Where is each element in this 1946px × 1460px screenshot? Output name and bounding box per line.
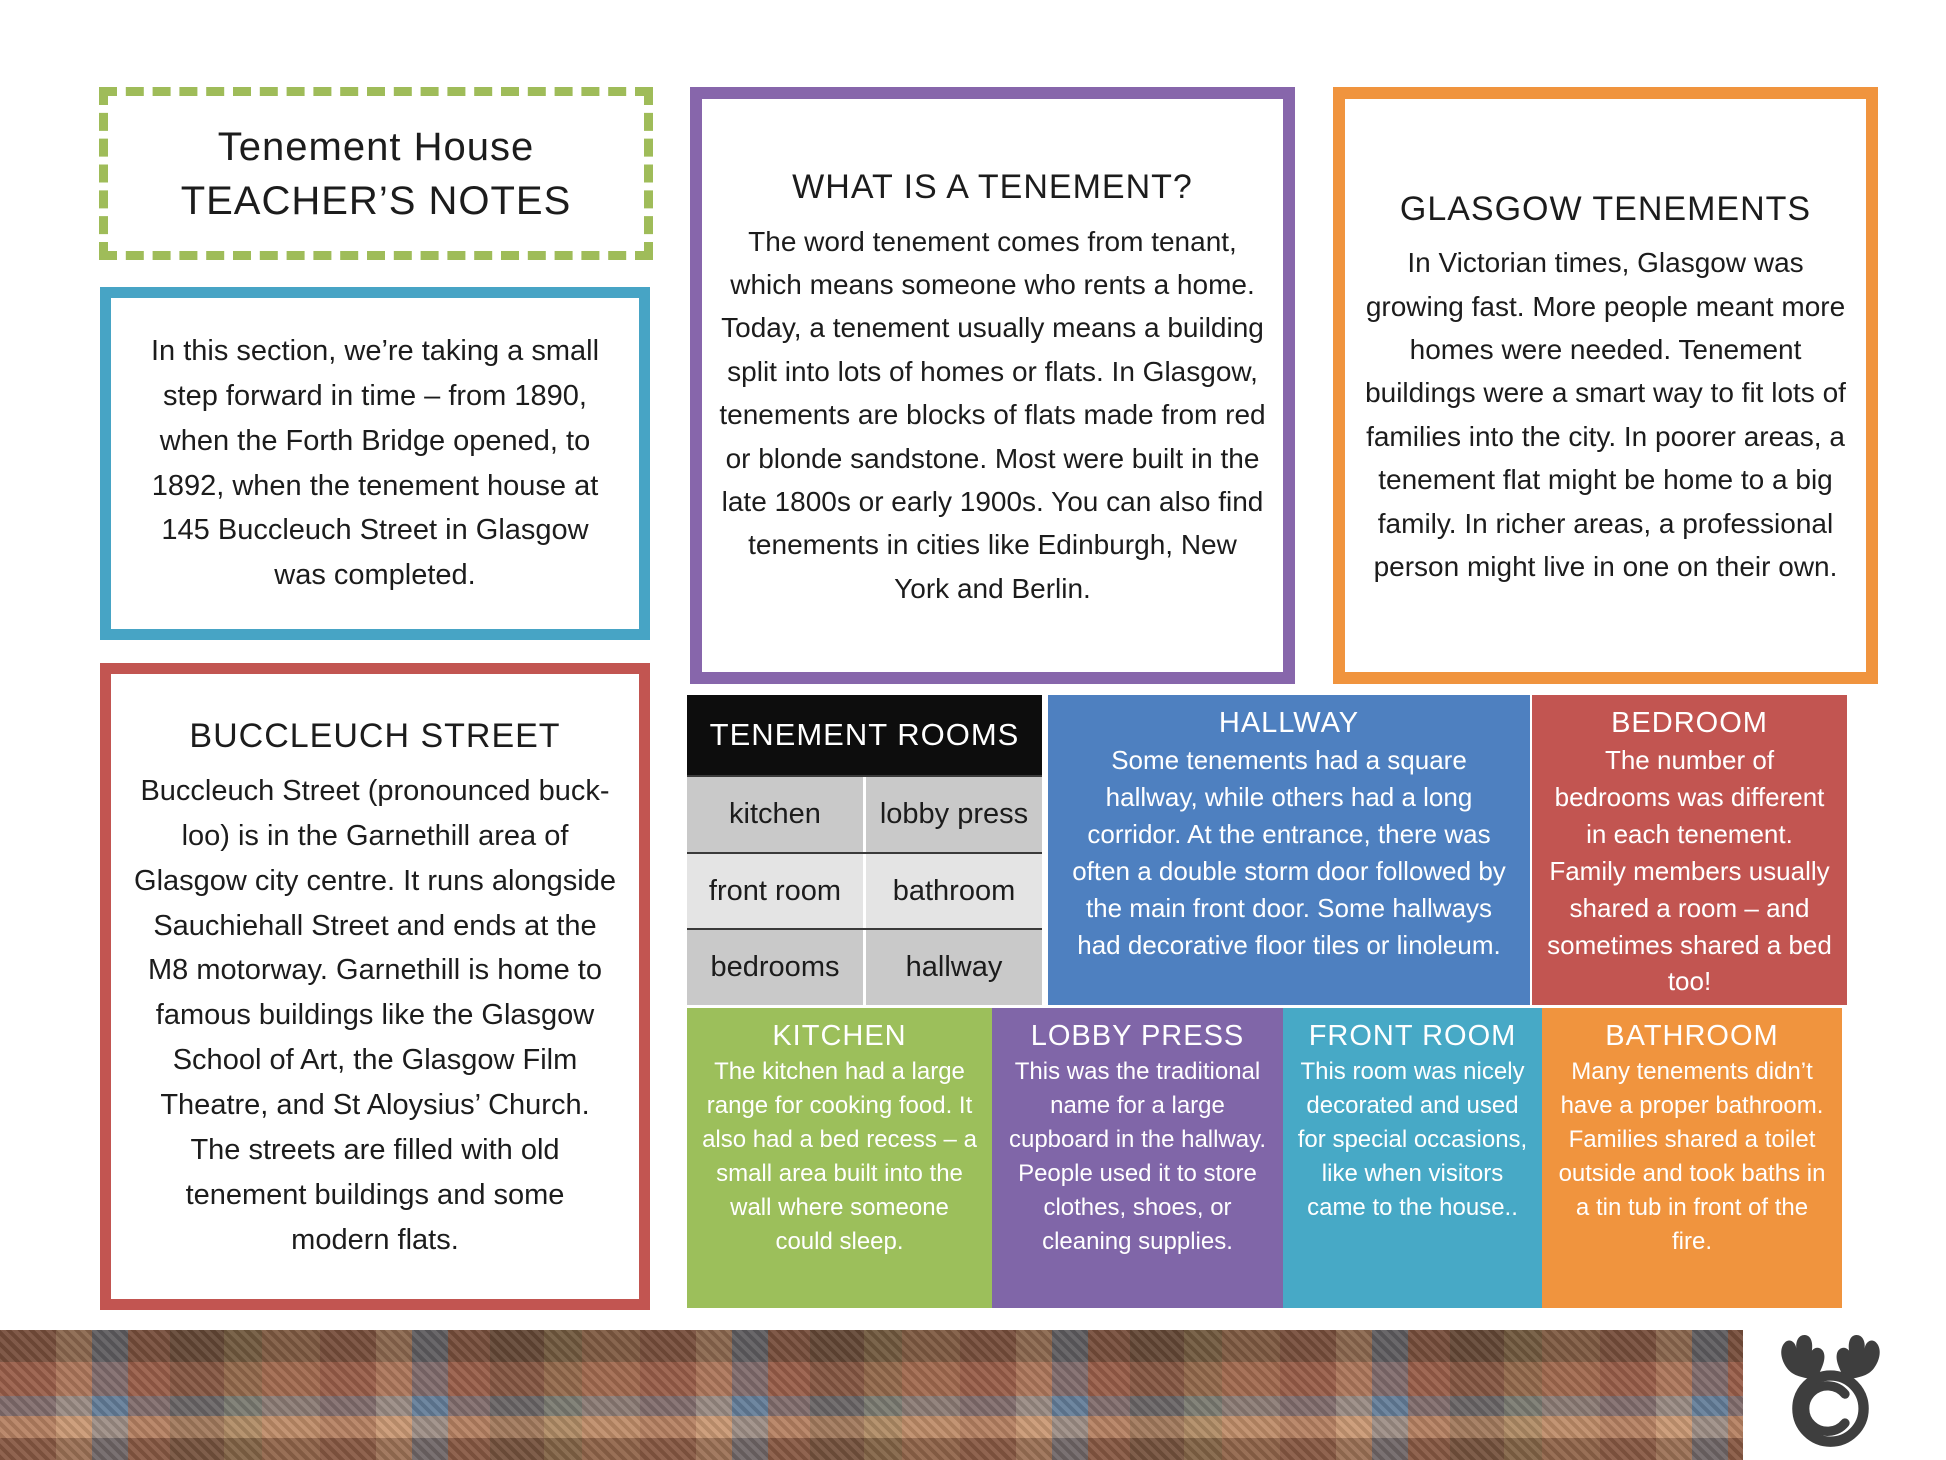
room-cell-front-room: front room <box>687 854 863 929</box>
kitchen-card <box>687 1008 992 1308</box>
lobby-press-card-title: LOBBY PRESS <box>1030 1020 1245 1052</box>
page-title-line1: Tenement House <box>217 124 535 169</box>
room-cell-bedrooms: bedrooms <box>687 930 863 1005</box>
tenement-rooms-table <box>687 695 1042 1005</box>
table-row <box>687 928 1042 1005</box>
intro-text: In this section, we’re taking a small step forward in time – from 1890, when the Forth Bridge opened, to 1892, when the tenement house at 145 Buccleuch Street in Glasgow was completed. <box>150 334 600 592</box>
tenement-rooms-table-header: TENEMENT ROOMS <box>687 695 1042 775</box>
buccleuch-street-text: Buccleuch Street (pronounced buck-loo) is in the Garnethill area of Glasgow city centre. It runs alongside Sauchiehall Street and ends at the M8 motorway. Garnethill is home to famous buildings like the Glasgow School of Art, the Glasgow Film Theatre, and St Aloysius’ Church. The streets are filled with old tenement buildings and some modern flats. <box>134 774 616 1257</box>
moose-copyright-icon <box>1758 1330 1903 1452</box>
intro-box <box>100 287 650 640</box>
table-row <box>687 852 1042 929</box>
moose-logo <box>1758 1330 1903 1452</box>
bedroom-card <box>1532 695 1847 1005</box>
lobby-press-card-text: This was the traditional name for a large cupboard in the hallway. People used it to store clothes, shoes, or cleaning supplies. <box>1008 1058 1267 1256</box>
room-cell-bathroom: bathroom <box>863 854 1042 929</box>
front-room-card-text: This room was nicely decorated and used for special occasions, like when visitors came to the house.. <box>1297 1058 1528 1222</box>
front-room-card <box>1283 1008 1542 1308</box>
glasgow-tenements-heading: GLASGOW TENEMENTS <box>1399 189 1812 228</box>
hallway-card-title: HALLWAY <box>1218 707 1360 739</box>
bedroom-card-title: BEDROOM <box>1611 707 1768 739</box>
teachers-notes-title-box <box>99 87 653 260</box>
hallway-card-text: Some tenements had a square hallway, while others had a long corridor. At the entrance, there was often a double storm door followed by the main front door. Some hallways had decorative floor tiles or linoleum. <box>1072 745 1506 960</box>
front-room-card-title: FRONT ROOM <box>1308 1020 1517 1052</box>
table-row <box>687 775 1042 852</box>
bathroom-card-title: BATHROOM <box>1605 1020 1779 1052</box>
glasgow-tenements-text: In Victorian times, Glasgow was growing fast. More people meant more homes were needed. Tenement buildings were a smart way to fit lots of families into the city. In poorer areas, a tenement flat might be home to a big family. In richer areas, a professional person might live in one on their own. <box>1365 247 1846 583</box>
bathroom-card-text: Many tenements didn’t have a proper bathroom. Families shared a toilet outside and took baths in a tin tub in front of the fire. <box>1558 1058 1826 1256</box>
kitchen-card-text: The kitchen had a large range for cooking food. It also had a bed recess – a small area built into the wall where someone could sleep. <box>702 1058 977 1256</box>
buccleuch-street-box <box>100 663 650 1310</box>
room-cell-kitchen: kitchen <box>687 777 863 852</box>
what-is-a-tenement-heading: WHAT IS A TENEMENT? <box>792 167 1193 206</box>
kitchen-card-title: KITCHEN <box>772 1020 907 1052</box>
bathroom-card <box>1542 1008 1842 1308</box>
glasgow-tenements-box <box>1333 87 1878 684</box>
hallway-card <box>1048 695 1530 1005</box>
what-is-a-tenement-text: The word tenement comes from tenant, which means someone who rents a home. Today, a tenement usually means a building split into lots of homes or flats. In Glasgow, tenements are blocks of flats made from red or blonde sandstone. Most were built in the late 1800s or early 1900s. You can also find tenements in cities like Edinburgh, New York and Berlin. <box>719 225 1266 604</box>
room-cell-hallway: hallway <box>863 930 1042 1005</box>
copyright-c-icon <box>1805 1386 1845 1431</box>
bedroom-card-text: The number of bedrooms was different in each tenement. Family members usually shared a room – and sometimes shared a bed too! <box>1547 745 1832 997</box>
lobby-press-card <box>992 1008 1283 1308</box>
buccleuch-street-heading: BUCCLEUCH STREET <box>189 717 561 755</box>
page-title-line2: TEACHER’S NOTES <box>180 178 572 223</box>
tartan-border <box>0 1330 1743 1460</box>
what-is-a-tenement-box <box>690 87 1295 684</box>
room-cell-lobby-press: lobby press <box>863 777 1042 852</box>
